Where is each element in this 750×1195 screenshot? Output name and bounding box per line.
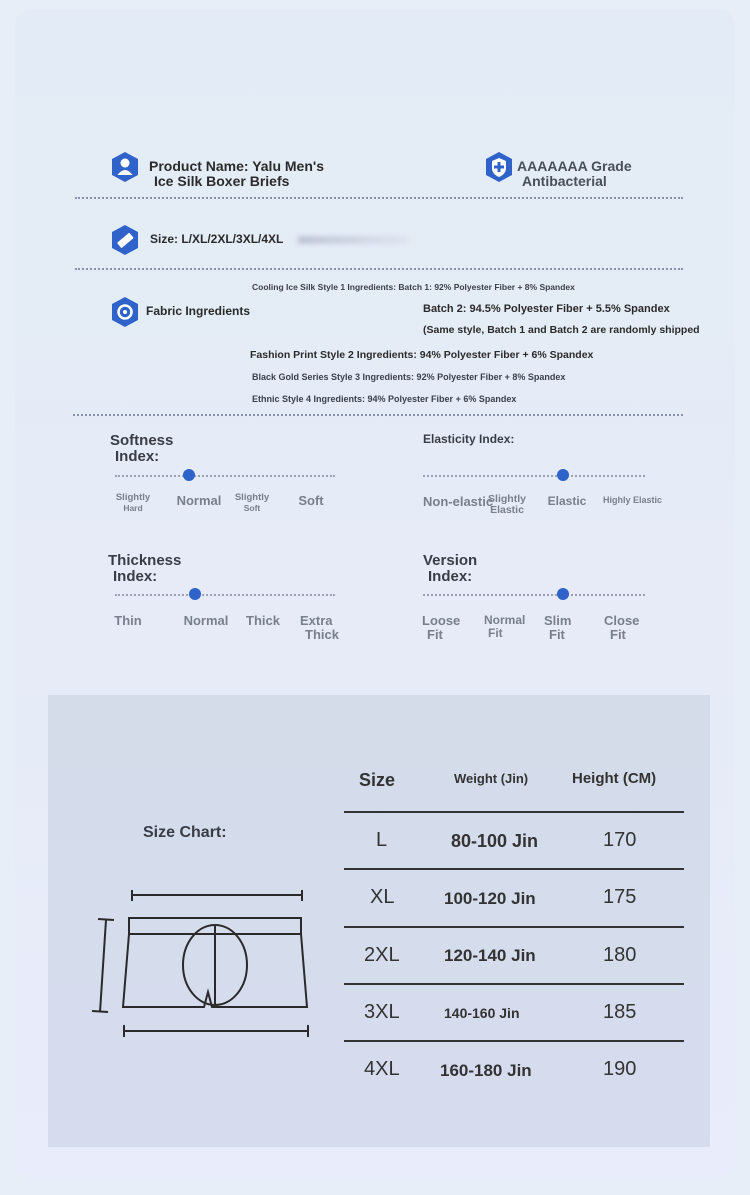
version-title: Version Index:: [423, 552, 478, 585]
boxer-diagram-icon: [92, 890, 312, 1040]
softness-opt-1: Slightly Hard: [115, 492, 151, 513]
thickness-opt-2: Normal: [183, 613, 229, 628]
row-divider: [344, 1040, 684, 1042]
version-opt-1: Loose Fit: [422, 613, 461, 642]
thickness-track: [115, 594, 335, 596]
row-weight: 140-160 Jin: [444, 1005, 520, 1021]
fabric-line-6: Ethnic Style 4 Ingredients: 94% Polyester Fiber + 6% Spandex: [252, 394, 517, 404]
elasticity-track: [423, 475, 645, 477]
row-divider: [344, 926, 684, 928]
size-chart-title: Size Chart:: [143, 824, 227, 841]
row-height: 185: [603, 1001, 637, 1023]
softness-opt-3: Slightly Soft: [234, 492, 270, 513]
softness-title: Softness Index:: [110, 432, 174, 465]
thickness-opt-4: Extra Thick: [300, 613, 339, 642]
elasticity-opt-4: Highly Elastic: [603, 495, 663, 505]
blurred-note: [298, 236, 408, 244]
row-height: 180: [603, 944, 637, 966]
row-height: 170: [603, 829, 637, 851]
row-size: 2XL: [364, 944, 400, 966]
softness-opt-4: Soft: [298, 493, 324, 508]
fabric-line-1: Cooling Ice Silk Style 1 Ingredients: Batch 1: 92% Polyester Fiber + 8% Spandex: [252, 282, 575, 292]
row-weight: 120-140 Jin: [444, 946, 536, 965]
softness-opt-2: Normal: [176, 493, 222, 508]
softness-track: [115, 475, 335, 477]
version-track: [423, 594, 645, 596]
elasticity-opt-3: Elastic: [547, 494, 587, 508]
thickness-title: Thickness Index:: [108, 552, 182, 585]
fabric-line-3: (Same style, Batch 1 and Batch 2 are randomly shipped: [423, 324, 700, 336]
fabric-title: Fabric Ingredients: [146, 304, 251, 318]
elasticity-marker: [557, 469, 569, 481]
row-size: XL: [370, 886, 395, 908]
divider: [75, 197, 683, 199]
row-size: L: [376, 829, 388, 851]
elasticity-opt-1: Non-elastic: [423, 494, 494, 509]
col-weight-header: Weight (Jin): [454, 771, 529, 786]
row-divider: [344, 868, 684, 870]
elasticity-title: Elasticity Index:: [423, 432, 515, 446]
version-marker: [557, 588, 569, 600]
row-height: 190: [603, 1058, 637, 1080]
softness-marker: [183, 469, 195, 481]
grade-badge: AAAAAAA Grade Antibacterial: [517, 158, 632, 189]
divider: [73, 414, 683, 416]
fabric-line-5: Black Gold Series Style 3 Ingredients: 92% Polyester Fiber + 8% Spandex: [252, 372, 566, 382]
row-weight: 160-180 Jin: [440, 1061, 532, 1080]
fabric-line-2: Batch 2: 94.5% Polyester Fiber + 5.5% Spandex: [423, 303, 670, 315]
version-opt-4: Close Fit: [604, 613, 640, 642]
thickness-opt-1: Thin: [114, 613, 142, 628]
elasticity-opt-2: Slightly Elastic: [488, 493, 526, 516]
thickness-marker: [189, 588, 201, 600]
ruler-icon: [111, 224, 139, 256]
user-shield-icon: [111, 151, 139, 183]
row-size: 3XL: [364, 1001, 400, 1023]
divider: [75, 268, 683, 270]
row-height: 175: [603, 886, 637, 908]
version-opt-2: Normal Fit: [484, 613, 526, 640]
version-opt-3: Slim Fit: [544, 613, 572, 642]
fabric-line-4: Fashion Print Style 2 Ingredients: 94% Polyester Fiber + 6% Spandex: [250, 349, 594, 361]
fabric-icon: [111, 296, 139, 328]
row-divider: [344, 811, 684, 813]
shield-plus-icon: [485, 151, 513, 183]
col-height-header: Height (CM): [572, 770, 657, 787]
row-weight: 100-120 Jin: [444, 889, 536, 908]
row-size: 4XL: [364, 1058, 400, 1080]
product-name: Product Name: Yalu Men's Ice Silk Boxer Briefs: [149, 158, 325, 189]
row-weight: 80-100 Jin: [451, 831, 539, 851]
thickness-opt-3: Thick: [246, 613, 280, 628]
col-size-header: Size: [359, 770, 396, 790]
row-divider: [344, 983, 684, 985]
size-label: Size: L/XL/2XL/3XL/4XL: [150, 232, 284, 246]
